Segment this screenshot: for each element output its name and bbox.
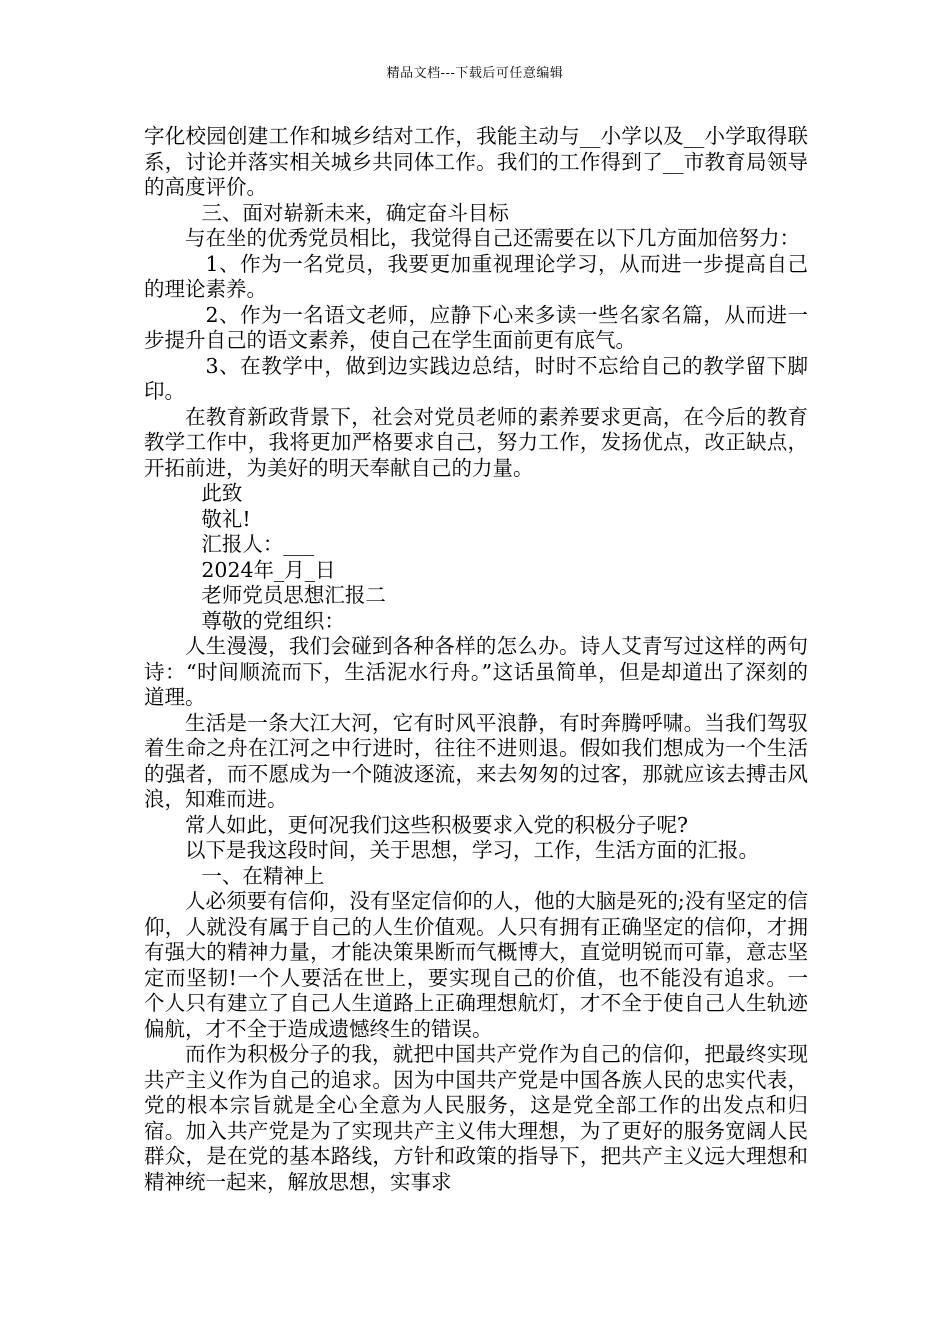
- list-item: 1、作为一名党员，我要更加重视理论学习，从而进一步提高自己的理论素养。: [144, 251, 808, 301]
- date-line: 2024年_月_日: [201, 557, 336, 582]
- paragraph: 人生漫漫，我们会碰到各种各样的怎么办。诗人艾青写过这样的两句诗：“时间顺流而下，生活泥水行舟。”这话虽简单，但是却道出了深刻的道理。: [144, 634, 808, 709]
- paragraph: 而作为积极分子的我，就把中国共产党作为自己的信仰，把最终实现共产主义作为自己的追求。因为中国共产党是中国各族人民的忠实代表，党的根本宗旨就是全心全意为人民服务，这是党全部工作的出发点和归宿。加入共产党是为了实现共产主义伟大理想，为了更好的服务宽阔人民群众，是在党的基本路线，方针和政策的指导下，把共产主义远大理想和精神统一起来，解放思想，实事求: [144, 1042, 808, 1194]
- salutation: 敬礼!: [201, 506, 251, 531]
- paragraph: 生活是一条大江大河，它有时风平浪静，有时奔腾呼啸。当我们驾驭着生命之舟在江河之中行进时，往往不进则退。假如我们想成为一个生活的强者，而不愿成为一个随波逐流，来去匆匆的过客，那就应该去搏击风浪，知难而进。: [144, 710, 808, 811]
- section-heading: 三、面对崭新未来，确定奋斗目标: [201, 200, 509, 225]
- paragraph: 字化校园创建工作和城乡结对工作，我能主动与__小学以及__小学取得联系，讨论并落实相关城乡共同体工作。我们的工作得到了__市教育局领导的高度评价。: [144, 124, 808, 199]
- reporter-line: 汇报人：___: [201, 532, 315, 556]
- paragraph: 在教育新政背景下，社会对党员老师的素养要求更高，在今后的教育教学工作中，我将更加严格要求自己，努力工作，发扬优点，改正缺点，开拓前进，为美好的明天奉献自己的力量。: [144, 404, 808, 480]
- paragraph: 与在坐的优秀党员相比，我觉得自己还需要在以下几方面加倍努力：: [185, 226, 800, 250]
- list-item: 2、作为一名语文老师，应静下心来多读一些名家名篇，从而进一步提升自己的语文素养，使自己在学生面前更有底气。: [144, 302, 808, 352]
- paragraph: 常人如此，更何况我们这些积极要求入党的积极分子呢?: [185, 812, 688, 837]
- paragraph: 人必须要有信仰，没有坚定信仰的人，他的大脑是死的;没有坚定的信仰，人就没有属于自己的人生价值观。人只有拥有正确坚定的信仰，才拥有强大的精神力量，才能决策果断而气概博大，直觉明锐而可靠，意志坚定而坚韧!一个人要活在世上，要实现自己的价值，也不能没有追求。一个人只有建立了自己人生道路上正确理想航灯，才不全于使自己人生轨迹偏航，才不全于造成遗憾终生的错误。: [144, 889, 808, 1041]
- closing-line: 此致: [201, 481, 243, 505]
- page-header: 精品文档---下载后可任意编辑: [386, 66, 564, 81]
- document-title: 老师党员思想汇报二: [201, 583, 386, 607]
- section-heading: 一、在精神上: [201, 863, 325, 888]
- greeting: 尊敬的党组织：: [201, 608, 345, 633]
- document-body: [144, 124, 808, 1195]
- paragraph: 以下是我这段时间，关于思想，学习，工作，生活方面的汇报。: [185, 838, 759, 862]
- list-item: 3、在教学中，做到边实践边总结，时时不忘给自己的教学留下脚印。: [144, 353, 808, 403]
